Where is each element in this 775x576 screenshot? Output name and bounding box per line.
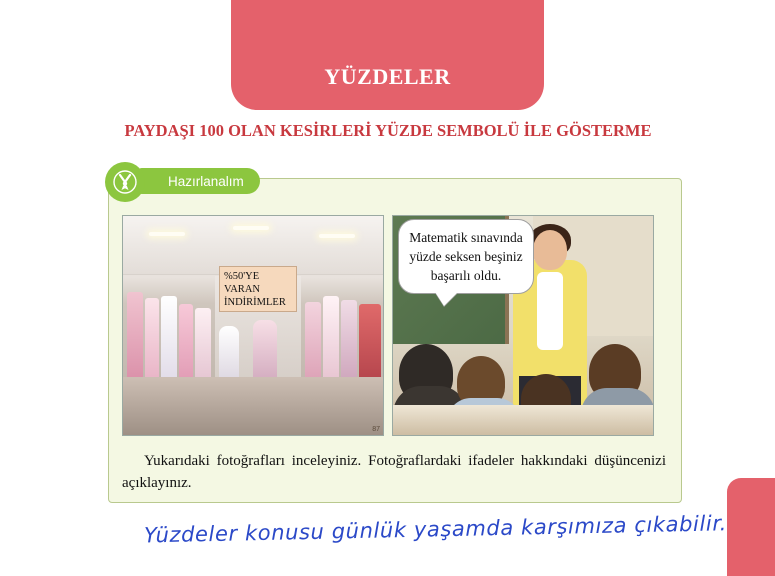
speech-bubble: Matematik sınavında yüzde seksen beşiniz başarılı oldu. [398, 219, 534, 294]
section-subtitle: PAYDAŞI 100 OLAN KESİRLERİ YÜZDE SEMBOLÜ İLE GÖSTERME [124, 121, 652, 140]
instruction-paragraph: Yukarıdaki fotoğrafları inceleyiniz. Fotoğraflardaki ifadeler hakkındaki düşüncenizi açıklayınız. [122, 453, 666, 491]
clothes-rack [127, 292, 143, 388]
discount-sign: %50'YE VARAN İNDİRİMLER [219, 266, 297, 312]
teacher-shirt [537, 272, 563, 350]
section-pill-label: Hazırlanalım [168, 173, 244, 189]
title-banner [231, 0, 544, 110]
handwritten-note: Yüzdeler konusu günlük yaşamda karşımıza çıkabilir. [143, 511, 728, 548]
scissors-ribbon-icon [105, 162, 145, 202]
page-title: YÜZDELER [324, 64, 451, 89]
photo-credit: 87 [372, 426, 380, 433]
classroom-desk [393, 405, 653, 435]
section-pill [138, 168, 260, 194]
clothing-store-photo [122, 215, 384, 436]
teacher-face [533, 230, 567, 270]
ceiling-light-icon [319, 234, 355, 238]
ceiling-light-icon [149, 232, 185, 236]
ceiling-light-icon [233, 226, 269, 230]
store-floor [123, 377, 383, 435]
page-side-tab [727, 478, 775, 576]
